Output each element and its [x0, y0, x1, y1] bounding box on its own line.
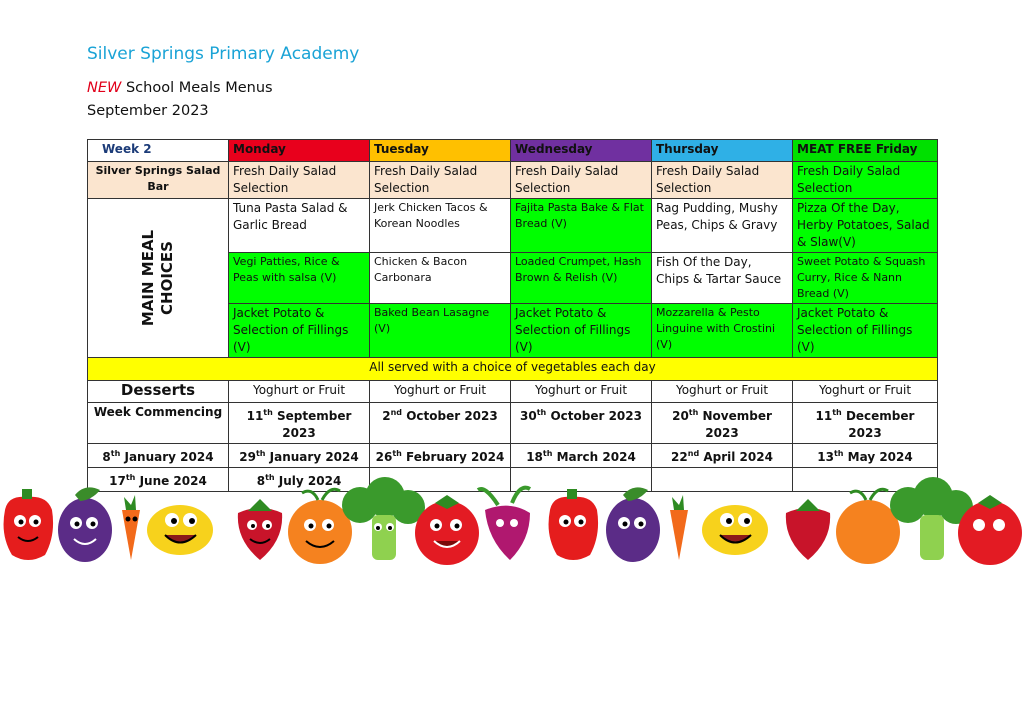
meal-cell: Pizza Of the Day, Herby Potatoes, Salad & Slaw(V)	[793, 199, 938, 253]
school-name: Silver Springs Primary Academy	[87, 44, 360, 64]
broccoli-icon	[342, 477, 425, 560]
meal-cell: Fajita Pasta Bake & Flat Bread (V)	[511, 199, 652, 253]
carrot-icon	[670, 495, 688, 560]
dessert-row	[88, 381, 938, 403]
meal-cell: Jerk Chicken Tacos & Korean Noodles	[370, 199, 511, 253]
week-label: Week 2	[88, 140, 229, 162]
salad-cell: Fresh Daily Salad Selection	[511, 162, 652, 199]
meal-cell: Jacket Potato & Selection of Fillings (V)	[511, 304, 652, 358]
new-label: NEW	[87, 80, 122, 96]
menu-title	[87, 80, 273, 96]
pepper-icon	[549, 489, 599, 560]
date-cell: 17th June 2024	[88, 468, 229, 492]
main-meal-label-text: MAIN MEAL CHOICES	[139, 229, 176, 327]
lemon-icon	[702, 505, 768, 555]
date-cell: 30th October 2023	[511, 403, 652, 444]
meal-cell: Jacket Potato & Selection of Fillings (V)	[229, 304, 370, 358]
dessert-cell: Yoghurt or Fruit	[793, 381, 938, 403]
date-cell: 8th July 2024	[229, 468, 370, 492]
salad-cell: Fresh Daily Salad Selection	[793, 162, 938, 199]
broccoli-icon	[890, 477, 973, 560]
salad-cell: Fresh Daily Salad Selection	[370, 162, 511, 199]
day-friday: MEAT FREE Friday	[793, 140, 938, 162]
meal-cell: Baked Bean Lasagne (V)	[370, 304, 511, 358]
date-cell: 29th January 2024	[229, 444, 370, 468]
meal-cell: Sweet Potato & Squash Curry, Rice & Nann Bread (V)	[793, 253, 938, 304]
meal-cell: Rag Pudding, Mushy Peas, Chips & Gravy	[652, 199, 793, 253]
date-cell: 2nd October 2023	[370, 403, 511, 444]
meal-cell: Jacket Potato & Selection of Fillings (V)	[793, 304, 938, 358]
beetroot-icon	[478, 488, 530, 560]
main-row-1	[88, 199, 938, 253]
meal-cell: Mozzarella & Pesto Linguine with Crostini (V)	[652, 304, 793, 358]
orange-icon	[288, 489, 352, 564]
carrot-icon	[122, 495, 140, 560]
day-wednesday: Wednesday	[511, 140, 652, 162]
main-meal-label	[88, 199, 229, 358]
date-cell: 11th September 2023	[229, 403, 370, 444]
salad-row	[88, 162, 938, 199]
dates-row-2	[88, 444, 938, 468]
aubergine-icon	[58, 487, 112, 562]
orange-icon	[836, 489, 900, 564]
date-cell: 22nd April 2024	[652, 444, 793, 468]
header-row	[88, 140, 938, 162]
dessert-cell: Yoghurt or Fruit	[229, 381, 370, 403]
dates-row-1	[88, 403, 938, 444]
vegetable-border	[0, 475, 1024, 575]
aubergine-icon	[606, 487, 660, 562]
pepper-icon	[4, 489, 54, 560]
day-monday: Monday	[229, 140, 370, 162]
date-cell: 26th February 2024	[370, 444, 511, 468]
salad-bar-label: Silver Springs Salad Bar	[88, 162, 229, 199]
dessert-cell: Yoghurt or Fruit	[652, 381, 793, 403]
strawberry-icon	[238, 499, 282, 560]
meal-cell: Loaded Crumpet, Hash Brown & Relish (V)	[511, 253, 652, 304]
meal-cell: Tuna Pasta Salad & Garlic Bread	[229, 199, 370, 253]
veg-note: All served with a choice of vegetables each day	[88, 358, 938, 381]
date-cell: 8th January 2024	[88, 444, 229, 468]
dessert-cell: Yoghurt or Fruit	[370, 381, 511, 403]
veg-note-row	[88, 358, 938, 381]
date-cell: 20th November 2023	[652, 403, 793, 444]
meal-cell: Chicken & Bacon Carbonara	[370, 253, 511, 304]
lemon-icon	[147, 505, 213, 555]
strawberry-icon	[786, 499, 830, 560]
desserts-label: Desserts	[88, 381, 229, 403]
menu-table	[87, 139, 938, 492]
meal-cell: Vegi Patties, Rice & Peas with salsa (V)	[229, 253, 370, 304]
salad-cell: Fresh Daily Salad Selection	[229, 162, 370, 199]
week-commencing-label: Week Commencing	[88, 403, 229, 444]
day-thursday: Thursday	[652, 140, 793, 162]
menu-month: September 2023	[87, 103, 209, 119]
menu-title-text: School Meals Menus	[121, 80, 273, 96]
date-cell: 13th May 2024	[793, 444, 938, 468]
date-cell: 11th December 2023	[793, 403, 938, 444]
dessert-cell: Yoghurt or Fruit	[511, 381, 652, 403]
salad-cell: Fresh Daily Salad Selection	[652, 162, 793, 199]
day-tuesday: Tuesday	[370, 140, 511, 162]
meal-cell: Fish Of the Day, Chips & Tartar Sauce	[652, 253, 793, 304]
date-cell: 18th March 2024	[511, 444, 652, 468]
